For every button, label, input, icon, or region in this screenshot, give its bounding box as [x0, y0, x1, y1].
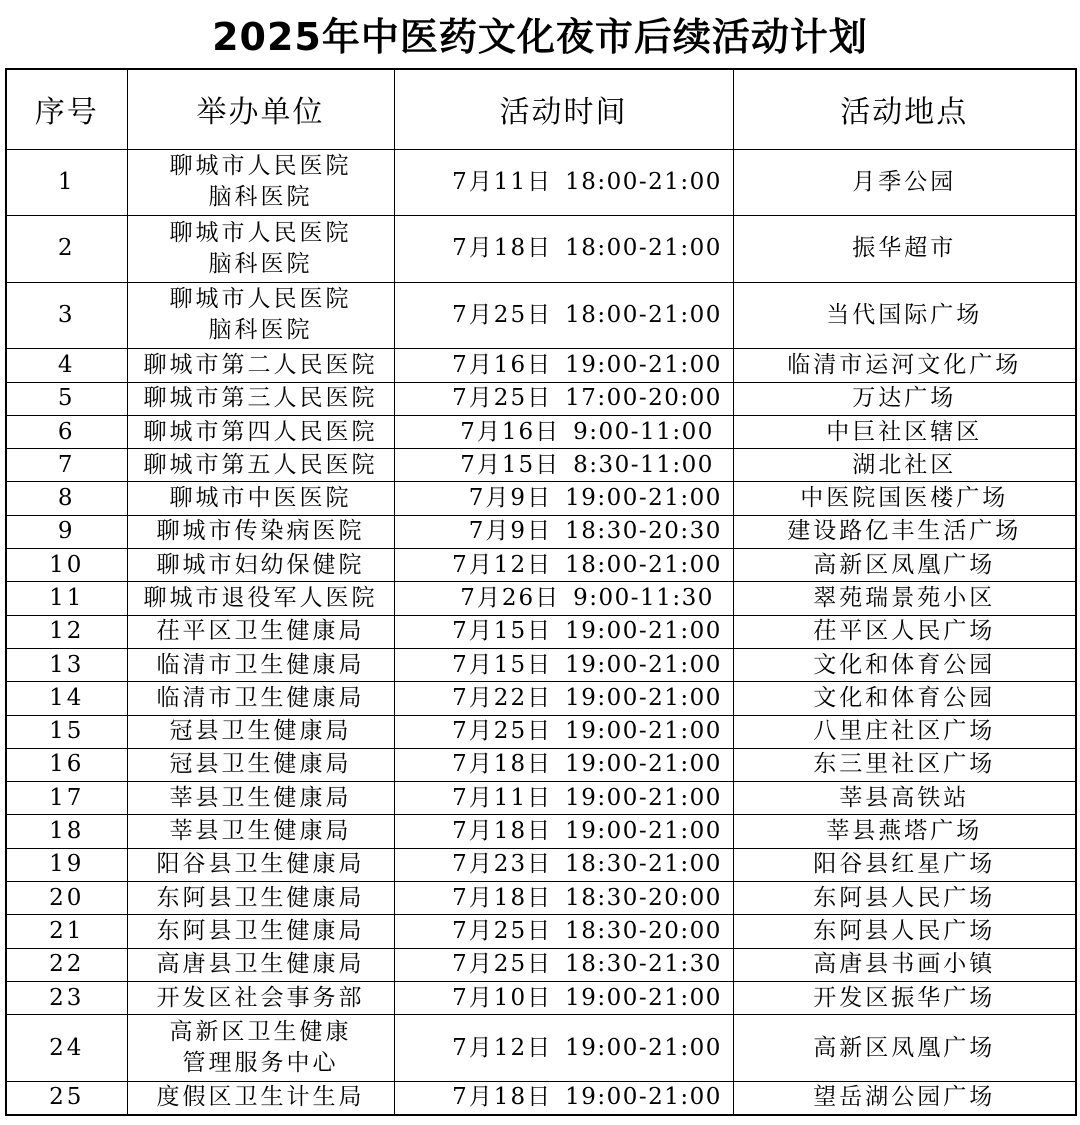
activity-plan-table	[5, 68, 1077, 1116]
organizer-line: 聊城市人民医院	[169, 219, 352, 246]
table-body	[6, 149, 1076, 1115]
location-cell: 茌平区人民广场	[733, 615, 1076, 648]
activity-time-cell	[394, 915, 733, 948]
row-number-cell: 12	[6, 615, 127, 648]
activity-time-cell	[394, 216, 733, 283]
activity-time-cell	[394, 482, 733, 515]
row-number-cell: 21	[6, 915, 127, 948]
location-cell: 莘县高铁站	[733, 782, 1076, 815]
activity-date: 7月11日	[452, 168, 553, 195]
organizer-line: 聊城市人民医院	[169, 286, 352, 313]
organizer-line: 开发区社会事务部	[156, 984, 365, 1011]
activity-date: 7月10日	[452, 984, 553, 1011]
activity-time-cell	[394, 648, 733, 681]
activity-time-cell	[394, 582, 733, 615]
activity-date: 7月23日	[452, 851, 553, 878]
activity-time-cell	[394, 415, 733, 448]
activity-hours: 18:00-21:00	[565, 168, 722, 195]
table-row	[6, 1081, 1076, 1114]
organizer-line: 脑科医院	[208, 317, 313, 344]
row-number-cell: 8	[6, 482, 127, 515]
row-number-cell: 4	[6, 349, 127, 382]
organizer-line: 莘县卫生健康局	[169, 784, 352, 811]
activity-date: 7月18日	[452, 1084, 553, 1111]
organizer-cell	[127, 981, 394, 1014]
organizer-line: 临清市卫生健康局	[156, 684, 365, 711]
organizer-line: 高唐县卫生健康局	[156, 951, 365, 978]
row-number-cell: 18	[6, 815, 127, 848]
organizer-line: 临清市卫生健康局	[156, 651, 365, 678]
row-number-cell: 6	[6, 415, 127, 448]
organizer-line: 聊城市人民医院	[169, 153, 352, 180]
table-row	[6, 848, 1076, 881]
header-row	[6, 69, 1076, 149]
organizer-cell	[127, 449, 394, 482]
activity-time-cell	[394, 349, 733, 382]
activity-hours: 18:00-21:00	[565, 235, 722, 262]
activity-time-cell	[394, 515, 733, 548]
organizer-cell	[127, 415, 394, 448]
organizer-line: 聊城市中医医院	[169, 485, 352, 512]
organizer-cell	[127, 1081, 394, 1114]
row-number-cell: 20	[6, 882, 127, 915]
activity-time-cell	[394, 549, 733, 582]
activity-time-cell	[394, 382, 733, 415]
organizer-cell	[127, 549, 394, 582]
activity-date: 7月15日	[452, 651, 553, 678]
activity-date: 7月12日	[452, 1034, 553, 1061]
organizer-cell	[127, 582, 394, 615]
table-row	[6, 582, 1076, 615]
table-row	[6, 748, 1076, 781]
organizer-cell	[127, 815, 394, 848]
row-number-cell: 9	[6, 515, 127, 548]
activity-date: 7月25日	[452, 718, 553, 745]
row-number-cell: 25	[6, 1081, 127, 1114]
activity-time-cell	[394, 1015, 733, 1082]
organizer-cell	[127, 682, 394, 715]
organizer-cell	[127, 216, 394, 283]
activity-time-cell	[394, 715, 733, 748]
activity-time-cell	[394, 948, 733, 981]
organizer-cell	[127, 1015, 394, 1082]
activity-hours: 18:00-21:00	[565, 301, 722, 328]
activity-hours: 18:00-21:00	[565, 551, 722, 578]
activity-hours: 19:00-21:00	[565, 1034, 722, 1061]
activity-hours: 17:00-20:00	[565, 385, 722, 412]
organizer-cell	[127, 648, 394, 681]
location-cell: 月季公园	[733, 149, 1076, 216]
activity-hours: 19:00-21:00	[565, 784, 722, 811]
organizer-line: 聊城市第四人民医院	[143, 418, 378, 445]
organizer-cell	[127, 715, 394, 748]
row-number-cell: 5	[6, 382, 127, 415]
activity-date: 7月18日	[452, 751, 553, 778]
activity-date: 7月16日	[460, 418, 561, 445]
organizer-line: 聊城市第三人民医院	[143, 385, 378, 412]
organizer-line: 东阿县卫生健康局	[156, 884, 365, 911]
activity-time-cell	[394, 682, 733, 715]
location-cell: 文化和体育公园	[733, 682, 1076, 715]
organizer-cell	[127, 948, 394, 981]
activity-date: 7月25日	[452, 917, 553, 944]
organizer-line: 聊城市第五人民医院	[143, 451, 378, 478]
activity-date: 7月18日	[452, 884, 553, 911]
activity-hours: 19:00-21:00	[565, 485, 722, 512]
organizer-line: 冠县卫生健康局	[169, 718, 352, 745]
organizer-cell	[127, 282, 394, 349]
activity-time-cell	[394, 782, 733, 815]
activity-hours: 9:00-11:30	[573, 585, 714, 611]
organizer-cell	[127, 149, 394, 216]
organizer-cell	[127, 882, 394, 915]
activity-hours: 18:30-21:30	[565, 951, 722, 978]
location-cell: 开发区振华广场	[733, 981, 1076, 1014]
table-row	[6, 782, 1076, 815]
row-number-cell: 24	[6, 1015, 127, 1082]
table-row	[6, 615, 1076, 648]
table-header	[6, 69, 1076, 149]
location-cell: 阳谷县红星广场	[733, 848, 1076, 881]
activity-date: 7月9日	[468, 518, 553, 545]
organizer-line: 聊城市妇幼保健院	[156, 551, 365, 578]
activity-hours: 19:00-21:00	[565, 651, 722, 678]
row-number-cell: 23	[6, 981, 127, 1014]
table-row	[6, 349, 1076, 382]
location-cell: 翠苑瑞景苑小区	[733, 582, 1076, 615]
activity-hours: 18:30-20:30	[565, 518, 722, 545]
activity-hours: 19:00-21:00	[565, 684, 722, 711]
organizer-line: 管理服务中心	[182, 1050, 339, 1077]
organizer-line: 度假区卫生计生局	[156, 1084, 365, 1111]
activity-hours: 19:00-21:00	[565, 618, 722, 645]
activity-time-cell	[394, 149, 733, 216]
table-row	[6, 1015, 1076, 1082]
row-number-cell: 19	[6, 848, 127, 881]
activity-hours: 19:00-21:00	[565, 351, 722, 378]
organizer-cell	[127, 615, 394, 648]
activity-date: 7月12日	[452, 551, 553, 578]
row-number-cell: 1	[6, 149, 127, 216]
row-number-cell: 16	[6, 748, 127, 781]
location-cell: 建设路亿丰生活广场	[733, 515, 1076, 548]
organizer-line: 冠县卫生健康局	[169, 751, 352, 778]
table-row	[6, 216, 1076, 283]
activity-date: 7月25日	[452, 301, 553, 328]
location-cell: 八里庄社区广场	[733, 715, 1076, 748]
row-number-cell: 11	[6, 582, 127, 615]
organizer-line: 高新区卫生健康	[169, 1019, 352, 1046]
activity-hours: 19:00-21:00	[565, 751, 722, 778]
activity-time-cell	[394, 981, 733, 1014]
activity-date: 7月9日	[468, 485, 553, 512]
header-number: 序号	[6, 69, 127, 149]
location-cell: 望岳湖公园广场	[733, 1081, 1076, 1114]
activity-time-cell	[394, 748, 733, 781]
activity-date: 7月18日	[452, 235, 553, 262]
activity-date: 7月22日	[452, 684, 553, 711]
header-organizer: 举办单位	[127, 69, 394, 149]
activity-time-cell	[394, 882, 733, 915]
activity-date: 7月15日	[460, 451, 561, 478]
table-row	[6, 382, 1076, 415]
header-time: 活动时间	[394, 69, 733, 149]
activity-time-cell	[394, 1081, 733, 1114]
table-row	[6, 282, 1076, 349]
location-cell: 文化和体育公园	[733, 648, 1076, 681]
organizer-cell	[127, 482, 394, 515]
row-number-cell: 13	[6, 648, 127, 681]
location-cell: 当代国际广场	[733, 282, 1076, 349]
activity-time-cell	[394, 282, 733, 349]
row-number-cell: 3	[6, 282, 127, 349]
table-row	[6, 648, 1076, 681]
activity-hours: 9:00-11:00	[573, 418, 714, 445]
activity-date: 7月15日	[452, 618, 553, 645]
row-number-cell: 17	[6, 782, 127, 815]
organizer-line: 东阿县卫生健康局	[156, 917, 365, 944]
activity-hours: 18:30-21:00	[565, 851, 722, 878]
activity-date: 7月11日	[452, 784, 553, 811]
row-number-cell: 15	[6, 715, 127, 748]
table-row	[6, 915, 1076, 948]
organizer-line: 茌平区卫生健康局	[156, 618, 365, 645]
activity-hours: 19:00-21:00	[565, 718, 722, 745]
table-row	[6, 882, 1076, 915]
table-row	[6, 948, 1076, 981]
table-row	[6, 815, 1076, 848]
location-cell: 中巨社区辖区	[733, 415, 1076, 448]
organizer-cell	[127, 915, 394, 948]
table-row	[6, 415, 1076, 448]
activity-hours: 18:30-20:00	[565, 884, 722, 911]
activity-time-cell	[394, 815, 733, 848]
location-cell: 振华超市	[733, 216, 1076, 283]
page-title: 2025年中医药文化夜市后续活动计划	[212, 15, 868, 59]
activity-hours: 19:00-21:00	[565, 818, 722, 845]
row-number-cell: 2	[6, 216, 127, 283]
activity-date: 7月16日	[452, 351, 553, 378]
table-row	[6, 682, 1076, 715]
organizer-line: 脑科医院	[208, 250, 313, 277]
organizer-line: 脑科医院	[208, 184, 313, 211]
location-cell: 东阿县人民广场	[733, 882, 1076, 915]
activity-date: 7月18日	[452, 818, 553, 845]
activity-hours: 8:30-11:00	[573, 451, 714, 478]
activity-hours: 19:00-21:00	[565, 1084, 722, 1111]
table-row	[6, 981, 1076, 1014]
location-cell: 莘县燕塔广场	[733, 815, 1076, 848]
organizer-cell	[127, 782, 394, 815]
organizer-cell	[127, 748, 394, 781]
table-row	[6, 449, 1076, 482]
location-cell: 东阿县人民广场	[733, 915, 1076, 948]
location-cell: 中医院国医楼广场	[733, 482, 1076, 515]
activity-hours: 19:00-21:00	[565, 984, 722, 1011]
table-row	[6, 549, 1076, 582]
organizer-line: 聊城市退役军人医院	[143, 585, 378, 611]
organizer-line: 聊城市传染病医院	[156, 518, 365, 545]
table-row	[6, 715, 1076, 748]
header-location: 活动地点	[733, 69, 1076, 149]
activity-time-cell	[394, 848, 733, 881]
organizer-cell	[127, 349, 394, 382]
location-cell: 东三里社区广场	[733, 748, 1076, 781]
organizer-cell	[127, 515, 394, 548]
organizer-cell	[127, 382, 394, 415]
location-cell: 湖北社区	[733, 449, 1076, 482]
activity-time-cell	[394, 615, 733, 648]
table-row	[6, 515, 1076, 548]
row-number-cell: 7	[6, 449, 127, 482]
location-cell: 高新区凤凰广场	[733, 549, 1076, 582]
activity-hours: 18:30-20:00	[565, 917, 722, 944]
organizer-line: 阳谷县卫生健康局	[156, 851, 365, 878]
activity-date: 7月25日	[452, 951, 553, 978]
location-cell: 高唐县书画小镇	[733, 948, 1076, 981]
table-row	[6, 149, 1076, 216]
row-number-cell: 10	[6, 549, 127, 582]
activity-date: 7月26日	[460, 585, 561, 611]
activity-date: 7月25日	[452, 385, 553, 412]
location-cell: 高新区凤凰广场	[733, 1015, 1076, 1082]
location-cell: 万达广场	[733, 382, 1076, 415]
organizer-line: 聊城市第二人民医院	[143, 351, 378, 378]
organizer-line: 莘县卫生健康局	[169, 818, 352, 845]
activity-time-cell	[394, 449, 733, 482]
table-row	[6, 482, 1076, 515]
row-number-cell: 14	[6, 682, 127, 715]
location-cell: 临清市运河文化广场	[733, 349, 1076, 382]
row-number-cell: 22	[6, 948, 127, 981]
organizer-cell	[127, 848, 394, 881]
